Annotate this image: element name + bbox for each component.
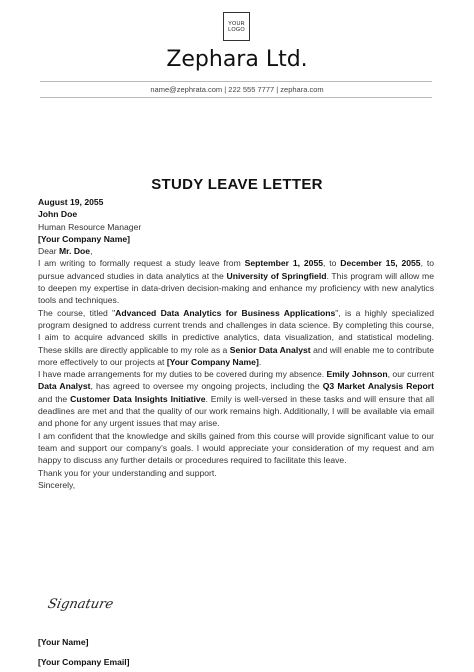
paragraph-2 bbox=[38, 307, 434, 368]
header-divider-top bbox=[40, 81, 432, 82]
header-divider-bottom bbox=[40, 97, 432, 98]
paragraph-4: I am confident that the knowledge and skills gained from this course will provide significant value to our team and support our company's goals. I would appreciate your consideration of my request and am happy to discuss any further details or procedures required to facilitate this leave. bbox=[38, 430, 434, 466]
p1-text-2: , to bbox=[323, 258, 341, 269]
signature-handwritten: Signature bbox=[46, 597, 115, 612]
p2-text-1: The course, titled " bbox=[38, 307, 116, 318]
contact-line: name@zephrata.com | 222 555 7777 | zephara.com bbox=[150, 85, 324, 94]
p3-text-1: I have made arrangements for my duties to be covered during my absence. bbox=[38, 369, 327, 380]
paragraph-3 bbox=[38, 368, 434, 429]
job-role: Senior Data Analyst bbox=[229, 344, 311, 355]
coworker-role: Data Analyst bbox=[38, 381, 91, 392]
company-placeholder: [Your Company Name] bbox=[166, 356, 259, 367]
salutation-name: Mr. Doe bbox=[59, 246, 91, 257]
paragraph-5: Thank you for your understanding and support. bbox=[38, 467, 217, 478]
letter-title: STUDY LEAVE LETTER bbox=[151, 176, 323, 193]
closing: Sincerely, bbox=[38, 479, 76, 490]
letter-body bbox=[38, 196, 434, 491]
sender-email: [Your Company Email] bbox=[38, 657, 130, 667]
p2-text-2: ", is a highly specialized program designed to address current trends and challenges in data science. By completing this course, I aim to acquire advanced skills in predictive analytics, data visualization, and statistical modeling. These skills are directly applicable to my role as a bbox=[38, 307, 434, 355]
company-name: Zephara Ltd. bbox=[166, 47, 308, 72]
project-1: Q3 Market Analysis Report bbox=[322, 381, 434, 392]
p1-text-4: . This program will allow me to deepen my expertise in data-driven decision-making and enhance my proficiency with new analytics tools and techniques. bbox=[38, 270, 434, 306]
start-date: September 1, 2055 bbox=[244, 258, 324, 269]
p3-text-3: , has agreed to oversee my ongoing projects, including the bbox=[90, 381, 323, 392]
p3-text-2: , our current bbox=[387, 369, 434, 380]
coworker-name: Emily Johnson bbox=[326, 369, 388, 380]
end-date: December 15, 2055 bbox=[340, 258, 421, 269]
p3-text-5: . Emily is well-versed in these tasks and will ensure that all deadlines are met and that the quality of our work remains high. Additionally, I will be available via email and phone for any urgent issues that may arise. bbox=[38, 393, 434, 429]
salutation-prefix: Dear bbox=[38, 246, 60, 257]
letter-date: August 19, 2055 bbox=[38, 197, 104, 207]
p1-text-3: , to pursue advanced studies in data analytics at the bbox=[38, 258, 434, 281]
logo-line-1: YOUR bbox=[228, 20, 245, 27]
university-name: University of Springfield bbox=[226, 270, 327, 281]
signature-block bbox=[38, 632, 130, 672]
p3-text-4: and the bbox=[38, 393, 71, 404]
p2-text-4: . bbox=[258, 356, 262, 367]
salutation-suffix: , bbox=[90, 246, 93, 257]
recipient-role: Human Resource Manager bbox=[38, 221, 142, 232]
course-title: Advanced Data Analytics for Business Applications bbox=[115, 307, 336, 318]
paragraph-1 bbox=[38, 257, 434, 306]
p2-text-3: and will enable me to contribute more effectively to our projects at bbox=[38, 344, 435, 367]
logo-line-2: LOGO bbox=[228, 26, 245, 33]
company-logo bbox=[223, 12, 250, 41]
recipient-name: John Doe bbox=[38, 209, 78, 220]
p1-text-1: I am writing to formally request a study leave from bbox=[38, 258, 245, 269]
sender-name: [Your Name] bbox=[38, 637, 89, 647]
salutation bbox=[38, 245, 434, 257]
project-2: Customer Data Insights Initiative bbox=[70, 393, 206, 404]
recipient-company: [Your Company Name] bbox=[38, 233, 130, 244]
